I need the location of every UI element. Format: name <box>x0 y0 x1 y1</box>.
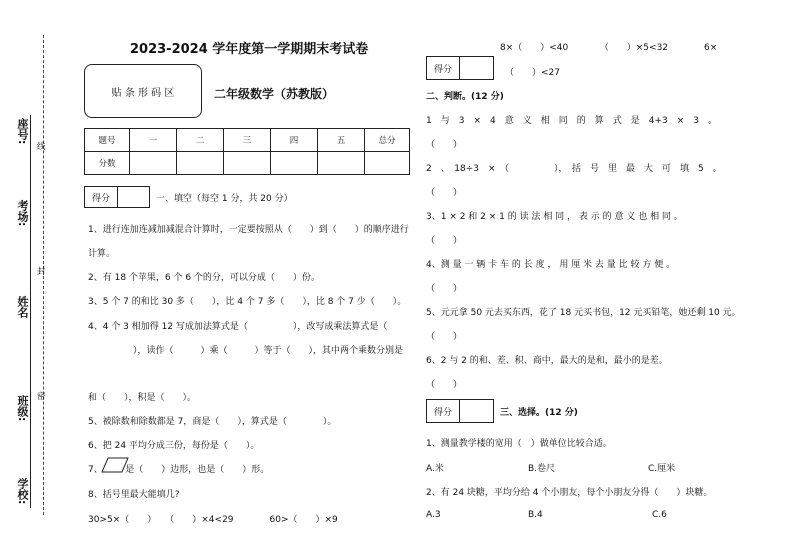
seal-mark: 封 <box>37 267 46 277</box>
answer-blank: （ ） <box>426 140 463 150</box>
barcode-area <box>84 64 202 118</box>
score-cell[interactable] <box>318 152 365 175</box>
table-header-cell: 一 <box>130 129 177 152</box>
table-header-cell: 三 <box>224 129 271 152</box>
right-score-box <box>426 56 494 80</box>
option-b: B.卷尺 <box>528 464 556 474</box>
question-line: 2、有 18 个苹果，6 个 6 个的分，可以分成（ ）份。 <box>88 273 320 283</box>
score-cell[interactable] <box>224 152 271 175</box>
question-line: 7、 是（ ）边形，也是（ ）形。 <box>88 465 270 475</box>
table-row-label: 分数 <box>85 152 130 175</box>
score-cell[interactable] <box>271 152 318 175</box>
class-label: 班级: <box>16 395 29 422</box>
question-line: 和（ ），积是（ ）。 <box>88 393 197 403</box>
option-b: B.4 <box>528 510 543 520</box>
question-line: 4、测 量 一 辆 卡 车 的 长 度 ， 用 厘 米 去 量 比 较 方 便 。 <box>426 260 676 270</box>
seat-number-label: 座号: <box>16 118 29 145</box>
section3-heading: 三、选择。(12 分) <box>500 408 578 418</box>
answer-blank: （ ） <box>426 284 463 294</box>
question-line: 5、被除数和除数都是 7，商是（ ），算式是（ ）。 <box>88 417 337 427</box>
close-mark: 密 <box>37 392 46 402</box>
question-line: ），读作（ ）乘（ ）等于（ ），其中两个乘数分别是 <box>88 346 404 356</box>
question-line: 30>5×（ ） （ ）×4<29 60>（ ）×9 <box>88 515 338 525</box>
question-line: 8×（ ）<40 （ ）×5<32 6× <box>500 43 718 53</box>
option-a: A.米 <box>426 464 444 474</box>
answer-blank: （ ） <box>426 188 463 198</box>
page-title: 2023-2024 学年度第一学期期末考试卷 <box>130 42 369 57</box>
answer-blank: （ ） <box>426 380 463 390</box>
score-table <box>84 128 410 175</box>
table-header-cell: 总分 <box>365 129 410 152</box>
question-line: 2、有 24 块糖，平均分给 4 个小朋友，每个小朋友分得（ ）块糖。 <box>426 488 713 498</box>
score-field[interactable] <box>460 400 493 422</box>
table-header-cell: 五 <box>318 129 365 152</box>
answer-blank: （ ） <box>426 236 463 246</box>
option-c: C.6 <box>652 510 667 520</box>
exam-room-label: 考场: <box>16 200 29 227</box>
parallelogram-figure <box>100 456 130 474</box>
question-line: 5、元元拿 50 元去买东西，花了 18 元买书包，12 元买铅笔，她还剩 10 元。 <box>426 308 741 318</box>
score-table-score-row <box>85 152 410 175</box>
question-line: 3、1 × 2 和 2 × 1 的 读 法 相 同 ， 表 示 的 意 义 也 相 同 。 <box>426 212 683 222</box>
barcode-label: 贴 条 形 码 区 <box>111 87 175 99</box>
name-label: 姓名 <box>16 296 29 318</box>
question-line: 6、2 与 2 的和、差、积、商中，最大的是和，最小的是差。 <box>426 356 668 366</box>
question-line: 2 、 18÷3 × （ ）， 括 号 里 最 大 可 填 5 。 <box>426 164 722 174</box>
score-field[interactable] <box>118 187 149 207</box>
score-cell[interactable] <box>130 152 177 175</box>
question-line: 3、5 个 7 的和比 30 多（ ），比 4 个 7 多（ ），比 8 个 7 少（ ）。 <box>88 297 407 307</box>
question-line: 4、4 个 3 相加得 12 写成加法算式是（ ），改写成乘法算式是（ <box>88 322 388 332</box>
score-field[interactable] <box>460 57 493 79</box>
section2-heading: 二、判断。(12 分) <box>426 92 504 102</box>
section3-score-box <box>426 399 494 423</box>
question-line: 8、括号里最大能填几? <box>88 490 180 500</box>
question-line: 1 与 3 × 4 意 义 相 同 的 算 式 是 4+3 × 3 。 <box>426 116 717 126</box>
page-subtitle: 二年级数学（苏教版） <box>214 87 335 101</box>
line-mark: 线 <box>37 142 46 152</box>
score-label: 得分 <box>427 400 460 422</box>
school-label: 学校: <box>16 478 29 505</box>
question-line: 1、进行连加连减加减混合计算时，一定要按照从（ ）到（ ）的顺序进行 <box>88 225 409 235</box>
score-table-header-row <box>85 129 410 152</box>
section1-score-box <box>84 186 150 208</box>
table-header-cell: 题号 <box>85 129 130 152</box>
answer-blank: （ ） <box>426 332 463 342</box>
table-header-cell: 四 <box>271 129 318 152</box>
score-cell[interactable] <box>365 152 410 175</box>
question-line: 1、测量教学楼的宽用（ ）做单位比较合适。 <box>426 439 612 449</box>
score-cell[interactable] <box>177 152 224 175</box>
question-line: （ ）<27 <box>505 68 560 78</box>
question-line: 6、把 24 平均分成三份，每份是（ ）。 <box>88 441 260 451</box>
option-c: C.厘米 <box>648 464 676 474</box>
option-a: A.3 <box>426 510 441 520</box>
score-label: 得分 <box>85 187 118 207</box>
table-header-cell: 二 <box>177 129 224 152</box>
binding-fill-line <box>30 138 31 508</box>
question-line: 计算。 <box>88 249 116 259</box>
score-label: 得分 <box>427 57 460 79</box>
section1-heading: 一、填空（每空 1 分，共 20 分） <box>156 194 293 204</box>
